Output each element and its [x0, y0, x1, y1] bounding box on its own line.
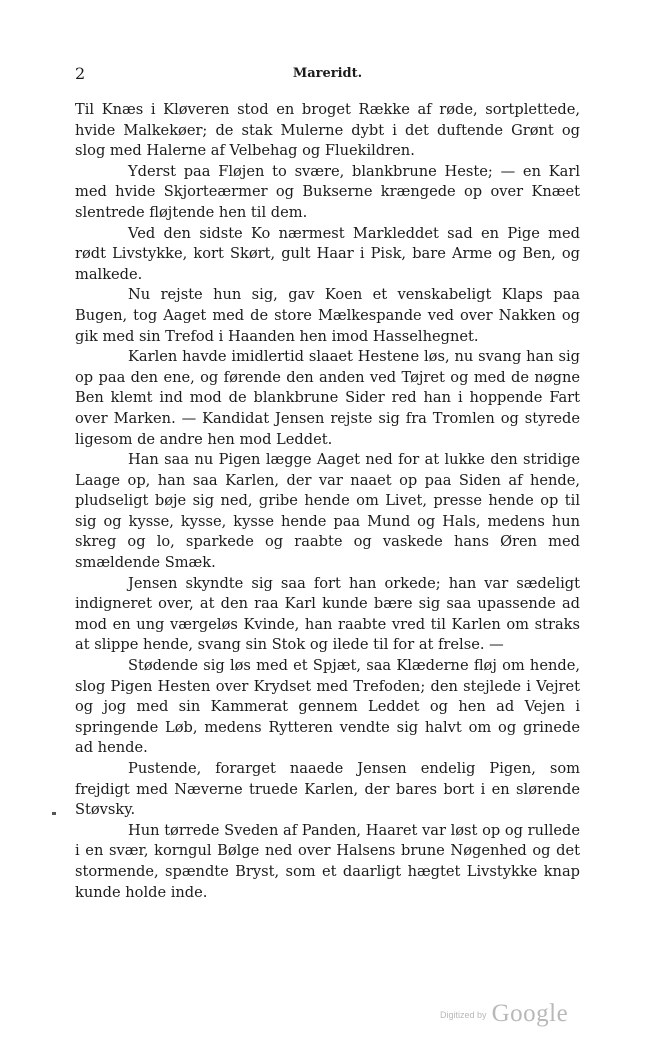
- paragraph: Ved den sidste Ko nærmest Markleddet sad en Pige med rødt Livstykke, kort Skørt, gult Haar i Pisk, bare Arme og Ben, og malkede.: [75, 224, 580, 283]
- running-title: Mareridt.: [292, 66, 363, 81]
- google-logo: Google: [491, 1000, 569, 1027]
- paragraph: Han saa nu Pigen lægge Aaget ned for at lukke den stridige Laage op, han saa Karlen, der var naaet op paa Siden af hende, pludseligt bøje sig ned, gribe hende om Livet, presse hende op til sig og kysse, kysse, kysse hende paa Mund og Hals, medens hun skreg og lo, sparkede og raabte og vaskede hans Øren med smældende Smæk.: [75, 451, 580, 572]
- paragraph: Pustende, forarget naaede Jensen endelig Pigen, som frejdigt med Næverne truede Karlen, der bares bort i en slørende Støvsky.: [75, 760, 580, 819]
- paragraph: Nu rejste hun sig, gav Koen et venskabeligt Klaps paa Bugen, tog Aaget med de store Mælkespande ved over Nakken og gik med sin Trefod i Haanden hen imod Hasselhegnet.: [75, 286, 580, 345]
- margin-mark: [52, 812, 56, 815]
- paragraph: Til Knæs i Kløveren stod en broget Række af røde, sortplettede, hvide Malkekøer; de stak Mulerne dybt i det duftende Grønt og slog med Halerne af Velbehag og Fluekildren.: [75, 101, 580, 160]
- body-text: [75, 100, 580, 903]
- paragraph: Stødende sig løs med et Spjæt, saa Klæderne fløj om hende, slog Pigen Hesten over Krydset med Trefoden; den stejlede i Vejret og jog med sin Kammerat gennem Leddet og hen ad Vejen i springende Løb, medens Rytteren vendte sig halvt om og grinede ad hende.: [75, 657, 580, 757]
- watermark-prefix: Digitized by: [440, 1010, 487, 1020]
- paragraph: Hun tørrede Sveden af Panden, Haaret var løst op og rullede i en svær, korngul Bølge ned over Halsens brune Nøgenhed og det stormende, spændte Bryst, som et daarligt hægtet Livstykke knap kunde holde inde.: [75, 821, 580, 901]
- paragraph: Yderst paa Fløjen to svære, blankbrune Heste; — en Karl med hvide Skjorteærmer og Bukserne krængede op over Knæet slentrede fløjtende hen til dem.: [75, 162, 580, 221]
- digitized-watermark: [440, 1000, 568, 1028]
- paragraph: Karlen havde imidlertid slaaet Hestene løs, nu svang han sig op paa den ene, og førende den anden ved Tøjret og med de nøgne Ben klemt ind mod de blankbrune Sider red han i hoppende Fart over Marken. — Kandidat Jensen rejste sig fra Tromlen og styrede ligesom de andre hen mod Leddet.: [75, 348, 580, 448]
- page-header: [75, 64, 580, 84]
- page-number: 2: [75, 64, 86, 83]
- paragraph: Jensen skyndte sig saa fort han orkede; han var sædeligt indigneret over, at den raa Karl kunde bære sig saa upassende ad mod en ung værgeløs Kvinde, han raabte vred til Karlen om straks at slippe hende, svang sin Stok og ilede til for at frelse. —: [75, 574, 580, 654]
